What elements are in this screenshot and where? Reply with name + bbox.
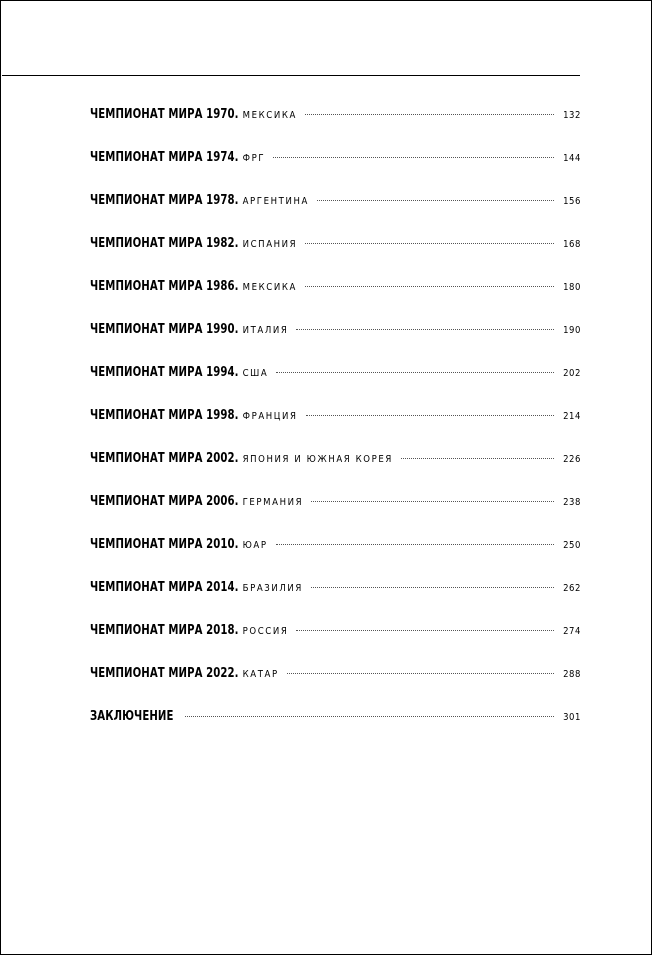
toc-entry-page: 274 [563,626,581,637]
toc-entry-page: 144 [563,153,581,164]
dot-leader [296,329,554,330]
toc-entry-page: 262 [563,583,581,594]
dot-leader [305,286,554,287]
toc-entry-page: 180 [563,282,581,293]
toc-entry-title: ЧЕМПИОНАТ МИРА 1970. [90,107,239,122]
toc-entry-country: МЕКСИКА [242,110,297,121]
toc-entry-conclusion[interactable] [90,705,581,748]
toc-entry-country: КАТАР [242,669,279,680]
dot-leader [296,630,554,631]
toc-entry[interactable] [90,232,581,275]
toc-entry[interactable] [90,318,581,361]
toc-entry-title: ЧЕМПИОНАТ МИРА 1990. [90,322,239,337]
toc-entry-page: 202 [563,368,581,379]
dot-leader [276,372,554,373]
toc-entry-country: ИТАЛИЯ [242,325,289,336]
toc-entry-title: ЧЕМПИОНАТ МИРА 1974. [90,150,239,165]
toc-entry-page: 288 [563,669,581,680]
toc-entry-title: ЧЕМПИОНАТ МИРА 2006. [90,494,239,509]
toc-entry-title: ЧЕМПИОНАТ МИРА 2022. [90,666,239,681]
dot-leader [311,587,554,588]
toc-entry-title: ЗАКЛЮЧЕНИЕ [90,709,174,724]
dot-leader [305,243,554,244]
toc-entry[interactable] [90,275,581,318]
toc-entry[interactable] [90,490,581,533]
toc-entry-country: ИСПАНИЯ [242,239,298,250]
toc-entry[interactable] [90,404,581,447]
toc-entry-page: 301 [563,712,581,723]
dot-leader [185,716,554,717]
toc-entry-country: РОССИЯ [242,626,289,637]
toc-entry-page: 250 [563,540,581,551]
toc-entry-title: ЧЕМПИОНАТ МИРА 1982. [90,236,239,251]
toc-entry-country: АРГЕНТИНА [242,196,309,207]
toc-entry-country: ГЕРМАНИЯ [242,497,304,508]
dot-leader [305,114,554,115]
toc-entry[interactable] [90,103,581,146]
toc-entry-title: ЧЕМПИОНАТ МИРА 2018. [90,623,239,638]
toc-entry[interactable] [90,361,581,404]
dot-leader [276,544,554,545]
toc-entry[interactable] [90,189,581,232]
toc-entry-page: 214 [563,411,581,422]
header-divider [2,75,580,76]
toc-entry-title: ЧЕМПИОНАТ МИРА 1994. [90,365,239,380]
toc-entry-title: ЧЕМПИОНАТ МИРА 1998. [90,408,239,423]
toc-entry[interactable] [90,576,581,619]
toc-entry-title: ЧЕМПИОНАТ МИРА 2014. [90,580,239,595]
toc-entry-country: ФРГ [242,153,266,164]
toc-entry-page: 156 [563,196,581,207]
table-of-contents [90,103,581,748]
dot-leader [401,458,554,459]
toc-entry-title: ЧЕМПИОНАТ МИРА 2010. [90,537,239,552]
toc-entry-country: ЮАР [242,540,268,551]
toc-entry[interactable] [90,533,581,576]
toc-entry-country: США [242,368,269,379]
toc-entry[interactable] [90,619,581,662]
toc-entry-title: ЧЕМПИОНАТ МИРА 1978. [90,193,239,208]
toc-entry-country: МЕКСИКА [242,282,297,293]
toc-entry-page: 168 [563,239,581,250]
toc-entry-page: 226 [563,454,581,465]
toc-entry[interactable] [90,662,581,705]
dot-leader [306,415,555,416]
dot-leader [273,157,554,158]
toc-entry[interactable] [90,447,581,490]
toc-entry-page: 238 [563,497,581,508]
toc-entry-title: ЧЕМПИОНАТ МИРА 1986. [90,279,239,294]
toc-entry-country: БРАЗИЛИЯ [242,583,303,594]
toc-entry-title: ЧЕМПИОНАТ МИРА 2002. [90,451,239,466]
toc-entry[interactable] [90,146,581,189]
toc-entry-page: 132 [563,110,581,121]
toc-entry-country: ЯПОНИЯ И ЮЖНАЯ КОРЕЯ [242,454,393,465]
dot-leader [317,200,554,201]
toc-entry-page: 190 [563,325,581,336]
dot-leader [287,673,554,674]
dot-leader [311,501,554,502]
toc-entry-country: ФРАНЦИЯ [242,411,298,422]
